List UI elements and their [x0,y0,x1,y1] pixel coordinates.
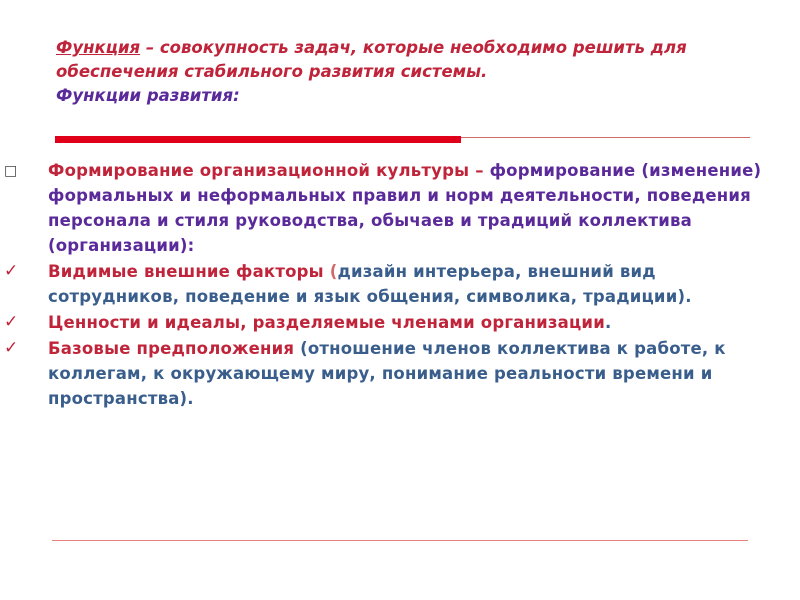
term-function: Функция [56,38,141,57]
check-bullet-icon: ✓ [4,312,19,332]
check-bullet-icon: ✓ [4,261,19,281]
item-head: Видимые внешние факторы [48,262,324,281]
item-body: формирование (изменение) формальных и неформальных правил и норм деятельности, поведения персонала и стиля руководства, обычаев и традиций коллектива (организации): [48,161,762,255]
subheading: Функции развития: [56,86,240,105]
item-head: Ценности и идеалы, разделяемые членами организации [48,313,605,332]
slide-title [56,36,756,108]
list-item [0,259,763,309]
square-bullet-icon: □ [4,163,18,179]
item-body: дизайн интерьера, внешний вид сотрудников, поведение и язык общения, символика, традиции). [48,262,692,306]
footer-divider [52,540,748,541]
check-bullet-icon: ✓ [4,338,19,358]
list-item [0,310,763,335]
accent-divider-thick [55,136,461,143]
item-body: (отношение членов коллектива к работе, к коллегам, к окружающему миру, понимание реальности времени и пространства). [48,339,726,408]
item-dash: – [469,161,490,180]
item-head: Формирование организационной культуры [48,161,470,180]
bullet-list [0,158,800,411]
item-body: . [604,313,612,332]
item-head: Базовые предположения [48,339,295,358]
item-paren: ( [323,262,338,281]
list-item [0,158,763,258]
list-item [0,336,763,411]
definition-text: – совокупность задач, которые необходимо решить для обеспечения стабильного развития системы. [56,38,687,81]
accent-divider-thin [461,137,750,138]
